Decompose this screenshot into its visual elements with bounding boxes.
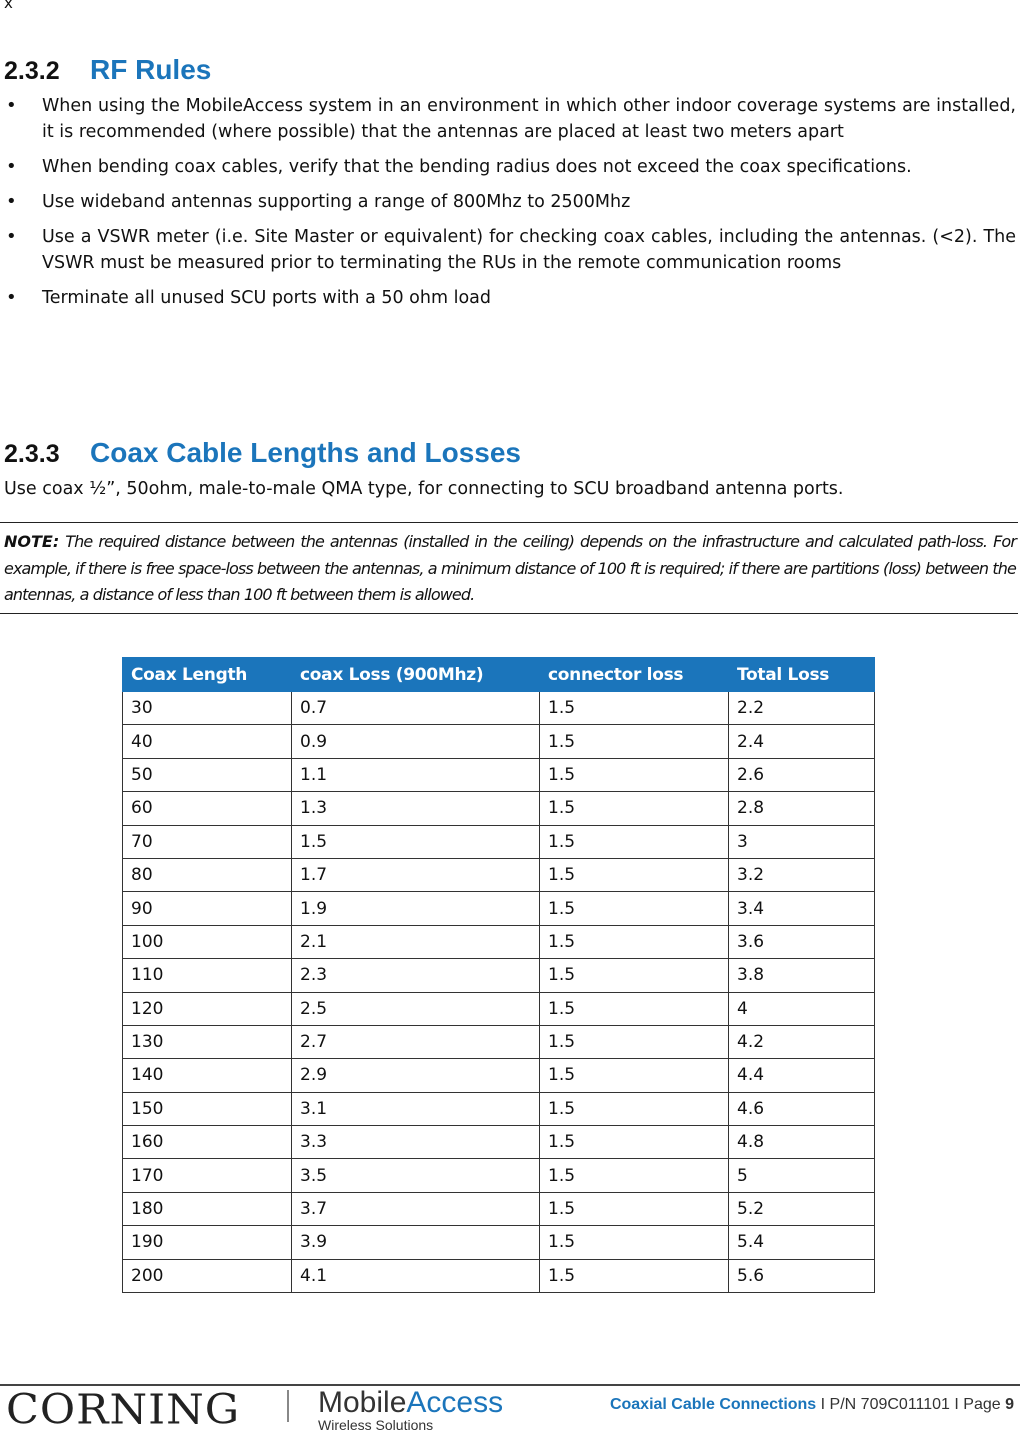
list-item — [0, 154, 1016, 180]
table-cell: 170 — [123, 1159, 292, 1192]
table-cell: 1.5 — [540, 1025, 729, 1058]
table-row — [123, 1025, 875, 1058]
rule-text: Use wideband antennas supporting a range of 800Mhz to 2500Mhz — [42, 192, 631, 212]
column-header: coax Loss (900Mhz) — [292, 658, 540, 692]
table-cell: 0.7 — [292, 692, 540, 725]
table-row — [123, 1259, 875, 1292]
table-row — [123, 825, 875, 858]
table-cell: 1.5 — [292, 825, 540, 858]
table-row — [123, 1159, 875, 1192]
rule-text: Use a VSWR meter (i.e. Site Master or equivalent) for checking coax cables, including the antennas. (<2). The VSWR must be measured prior to terminating the RUs in the remote communication rooms — [42, 227, 1016, 273]
footer-section-name: Coaxial Cable Connections — [609, 1396, 817, 1413]
table-cell: 1.5 — [540, 892, 729, 925]
list-item — [0, 285, 1016, 311]
section-number: 2.3.2 — [4, 57, 60, 85]
table-cell: 60 — [123, 792, 292, 825]
table-cell: 2.7 — [292, 1025, 540, 1058]
table-cell: 1.5 — [540, 692, 729, 725]
section-title: Coax Cable Lengths and Losses — [90, 437, 521, 468]
rule-text: When bending coax cables, verify that the bending radius does not exceed the coax specifications. — [42, 157, 912, 177]
note-text: The required distance between the antennas (installed in the ceiling) depends on the infrastructure and calculated path-loss. For example, if there is free space-loss between the antennas, a minimum distance of 100 ft is required; if there are partitions (loss) between the antennas, a distance of less than 100 ft between them is allowed. — [4, 532, 1016, 604]
table-cell: 90 — [123, 892, 292, 925]
coax-loss-table — [122, 657, 875, 1293]
table-cell: 4 — [729, 992, 875, 1025]
section-heading-coax — [4, 437, 521, 469]
table-cell: 5 — [729, 1159, 875, 1192]
table-cell: 1.5 — [540, 1126, 729, 1159]
table-cell: 120 — [123, 992, 292, 1025]
table-row — [123, 959, 875, 992]
table-row — [123, 1192, 875, 1225]
table-row — [123, 725, 875, 758]
table-cell: 1.5 — [540, 825, 729, 858]
table-cell: 0.9 — [292, 725, 540, 758]
table-cell: 1.5 — [540, 925, 729, 958]
table-cell: 1.5 — [540, 792, 729, 825]
table-cell: 1.5 — [540, 758, 729, 791]
table-cell: 1.3 — [292, 792, 540, 825]
table-row — [123, 792, 875, 825]
note-label: NOTE: — [4, 532, 60, 551]
bullet-icon: • — [6, 95, 17, 116]
bullet-icon: • — [6, 156, 17, 177]
table-cell: 180 — [123, 1192, 292, 1225]
table-cell: 140 — [123, 1059, 292, 1092]
list-item — [0, 224, 1016, 276]
column-header: Total Loss — [729, 658, 875, 692]
table-cell: 5.4 — [729, 1226, 875, 1259]
page-footer — [0, 1384, 1020, 1434]
column-header: Coax Length — [123, 658, 292, 692]
table-cell: 2.9 — [292, 1059, 540, 1092]
table-cell: 200 — [123, 1259, 292, 1292]
corning-logo: CORNING — [6, 1386, 241, 1434]
table-cell: 3.8 — [729, 959, 875, 992]
table-cell: 160 — [123, 1126, 292, 1159]
section-heading-rf-rules — [4, 54, 211, 86]
table-cell: 1.5 — [540, 959, 729, 992]
table-row — [123, 925, 875, 958]
table-cell: 1.5 — [540, 992, 729, 1025]
table-row — [123, 992, 875, 1025]
table-cell: 2.2 — [729, 692, 875, 725]
table-cell: 3.5 — [292, 1159, 540, 1192]
page-number: 9 — [1005, 1396, 1014, 1413]
table-row — [123, 892, 875, 925]
table-cell: 1.7 — [292, 858, 540, 891]
table-cell: 1.5 — [540, 1226, 729, 1259]
section-number: 2.3.3 — [4, 440, 60, 468]
table-row — [123, 858, 875, 891]
table-cell: 80 — [123, 858, 292, 891]
list-item — [0, 93, 1016, 145]
table-cell: 1.5 — [540, 1092, 729, 1125]
rule-text: Terminate all unused SCU ports with a 50 ohm load — [42, 288, 491, 308]
table-cell: 4.4 — [729, 1059, 875, 1092]
table-cell: 5.6 — [729, 1259, 875, 1292]
page-mark: x — [4, 0, 13, 12]
table-cell: 2.5 — [292, 992, 540, 1025]
table-cell: 2.1 — [292, 925, 540, 958]
table-cell: 4.1 — [292, 1259, 540, 1292]
bullet-icon: • — [6, 287, 17, 308]
table-cell: 50 — [123, 758, 292, 791]
table-cell: 3.1 — [292, 1092, 540, 1125]
table-cell: 150 — [123, 1092, 292, 1125]
table-cell: 100 — [123, 925, 292, 958]
table-row — [123, 1092, 875, 1125]
table-cell: 1.5 — [540, 1159, 729, 1192]
table-cell: 1.5 — [540, 1259, 729, 1292]
table-cell: 3.9 — [292, 1226, 540, 1259]
table-cell: 3.6 — [729, 925, 875, 958]
table-cell: 130 — [123, 1025, 292, 1058]
note-box — [0, 522, 1018, 614]
table-cell: 70 — [123, 825, 292, 858]
table-cell: 3.7 — [292, 1192, 540, 1225]
table-cell: 4.6 — [729, 1092, 875, 1125]
table-cell: 2.8 — [729, 792, 875, 825]
bullet-icon: • — [6, 226, 17, 247]
bullet-icon: • — [6, 191, 17, 212]
table-cell: 3.2 — [729, 858, 875, 891]
table-cell: 2.4 — [729, 725, 875, 758]
table-cell: 1.5 — [540, 1192, 729, 1225]
table-cell: 1.9 — [292, 892, 540, 925]
rule-text: When using the MobileAccess system in an environment in which other indoor coverage systems are installed, it is recommended (where possible) that the antennas are placed at least two meters apart — [42, 96, 1016, 142]
section-title: RF Rules — [90, 54, 212, 85]
table-cell: 110 — [123, 959, 292, 992]
table-cell: 2.3 — [292, 959, 540, 992]
table-cell: 3.3 — [292, 1126, 540, 1159]
table-header-row — [123, 658, 875, 692]
intro-paragraph: Use coax ½”, 50ohm, male-to-male QMA type, for connecting to SCU broadband antenna ports. — [4, 479, 844, 499]
table-cell: 190 — [123, 1226, 292, 1259]
table-cell: 40 — [123, 725, 292, 758]
column-header: connector loss — [540, 658, 729, 692]
table-row — [123, 758, 875, 791]
table-cell: 3 — [729, 825, 875, 858]
table-row — [123, 1226, 875, 1259]
logo-tagline: Wireless Solutions — [318, 1417, 434, 1433]
table-cell: 1.5 — [540, 725, 729, 758]
table-cell: 4.8 — [729, 1126, 875, 1159]
table-cell: 4.2 — [729, 1025, 875, 1058]
table-cell: 1.1 — [292, 758, 540, 791]
rf-rules-list — [0, 93, 1016, 320]
table-cell: 2.6 — [729, 758, 875, 791]
logo-divider — [287, 1390, 289, 1422]
list-item — [0, 189, 1016, 215]
table-cell: 1.5 — [540, 858, 729, 891]
table-cell: 5.2 — [729, 1192, 875, 1225]
table-cell: 30 — [123, 692, 292, 725]
table-cell: 3.4 — [729, 892, 875, 925]
table-row — [123, 1059, 875, 1092]
table-row — [123, 1126, 875, 1159]
table-row — [123, 692, 875, 725]
mobileaccess-logo: MobileAccess — [318, 1386, 504, 1419]
part-number: P/N 709C011101 — [829, 1396, 950, 1413]
footer-info: Coaxial Cable Connections I P/N 709C011101 I Page 9 — [609, 1396, 1014, 1413]
table-cell: 1.5 — [540, 1059, 729, 1092]
